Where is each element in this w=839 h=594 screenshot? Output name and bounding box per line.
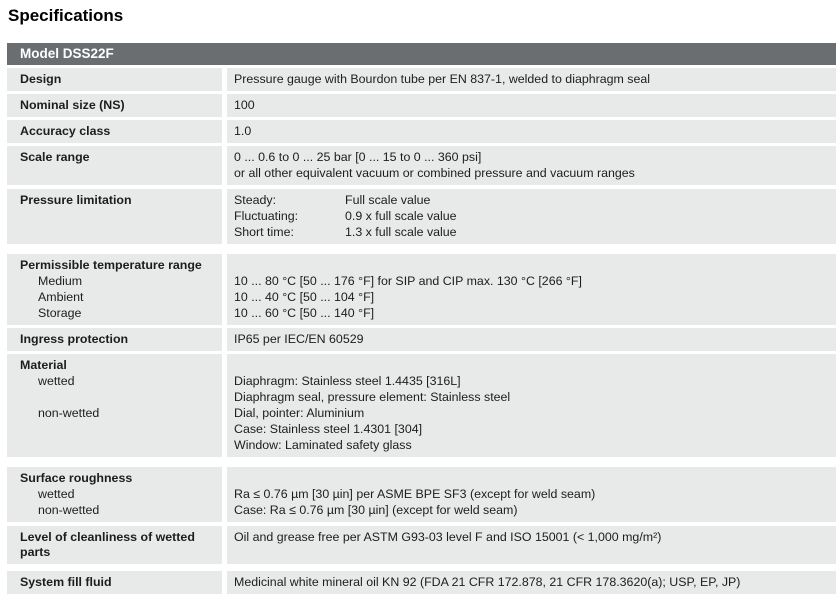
value-line: Dial, pointer: Aluminium	[234, 406, 365, 420]
kv-value-steady: Full scale value	[345, 193, 431, 207]
table-row-temperature-range	[7, 254, 836, 325]
sub-label-non-wetted: non-wetted	[38, 503, 100, 517]
value-line: or all other equivalent vacuum or combined pressure and vacuum ranges	[234, 166, 635, 180]
row-value-accuracy-class: 1.0	[227, 120, 836, 143]
sub-label-non-wetted: non-wetted	[38, 406, 100, 420]
row-value-temperature-range	[227, 254, 836, 325]
row-label-heading: Material	[20, 358, 67, 372]
kv-key-short-time: Short time:	[234, 225, 294, 239]
table-row-nominal-size	[7, 94, 836, 117]
sub-label-storage: Storage	[38, 306, 82, 320]
row-label-accuracy-class: Accuracy class	[7, 120, 222, 143]
sub-label-medium: Medium	[38, 274, 83, 288]
sub-label-wetted: wetted	[38, 487, 75, 501]
row-value-ingress-protection: IP65 per IEC/EN 60529	[227, 328, 836, 351]
row-label-system-fill-fluid: System fill fluid	[7, 571, 222, 594]
spacer-line	[234, 470, 828, 486]
row-label-pressure-limitation: Pressure limitation	[7, 189, 222, 244]
sub-label-wetted: wetted	[38, 374, 75, 388]
row-label-temperature-range	[7, 254, 222, 325]
row-value-material	[227, 354, 836, 457]
kv-value-short-time: 1.3 x full scale value	[345, 225, 457, 239]
row-value-design: Pressure gauge with Bourdon tube per EN 837-1, welded to diaphragm seal	[227, 68, 836, 91]
row-label-material	[7, 354, 222, 457]
spacer-line	[234, 357, 828, 373]
spacer-line	[20, 389, 214, 405]
value-line-ambient: 10 ... 40 °C [50 ... 104 °F]	[234, 290, 375, 304]
value-line: Diaphragm seal, pressure element: Stainless steel	[234, 390, 511, 404]
page-title: Specifications	[8, 6, 124, 25]
table-row-cleanliness	[7, 526, 836, 564]
specifications-table	[7, 43, 836, 594]
spacer-line	[234, 257, 828, 273]
table-row-material	[7, 354, 836, 457]
value-line-medium: 10 ... 80 °C [50 ... 176 °F] for SIP and CIP max. 130 °C [266 °F]	[234, 274, 582, 288]
row-label-heading: Surface roughness	[20, 471, 133, 485]
row-label-scale-range: Scale range	[7, 146, 222, 185]
row-label-ingress-protection: Ingress protection	[7, 328, 222, 351]
kv-key-steady: Steady:	[234, 193, 277, 207]
kv-value-fluctuating: 0.9 x full scale value	[345, 209, 457, 223]
table-header-model: Model DSS22F	[7, 43, 836, 65]
value-line	[234, 224, 828, 240]
table-row-accuracy-class	[7, 120, 836, 143]
row-label-surface-roughness	[7, 467, 222, 522]
sub-label-ambient: Ambient	[38, 290, 84, 304]
value-line: Case: Ra ≤ 0.76 µm [30 µin] (except for weld seam)	[234, 503, 518, 517]
value-line	[234, 192, 828, 208]
row-label-heading: Permissible temperature range	[20, 258, 202, 272]
row-value-nominal-size: 100	[227, 94, 836, 117]
row-label-cleanliness: Level of cleanliness of wetted parts	[7, 526, 222, 564]
table-row-ingress-protection	[7, 328, 836, 351]
row-value-system-fill-fluid: Medicinal white mineral oil KN 92 (FDA 21 CFR 172.878, 21 CFR 178.3620(a); USP, EP, JP)	[227, 571, 836, 594]
value-line: Case: Stainless steel 1.4301 [304]	[234, 422, 423, 436]
value-line-storage: 10 ... 60 °C [50 ... 140 °F]	[234, 306, 375, 320]
row-value-scale-range	[227, 146, 836, 185]
kv-key-fluctuating: Fluctuating:	[234, 209, 299, 223]
table-row-design	[7, 68, 836, 91]
value-line: Ra ≤ 0.76 µm [30 µin] per ASME BPE SF3 (except for weld seam)	[234, 487, 596, 501]
row-value-cleanliness: Oil and grease free per ASTM G93-03 level F and ISO 15001 (< 1,000 mg/m²)	[227, 526, 836, 564]
table-row-pressure-limitation	[7, 189, 836, 244]
value-line	[234, 208, 828, 224]
value-line: Window: Laminated safety glass	[234, 438, 412, 452]
table-row-surface-roughness	[7, 467, 836, 522]
row-label-design: Design	[7, 68, 222, 91]
row-value-pressure-limitation	[227, 189, 836, 244]
table-row-scale-range	[7, 146, 836, 185]
value-line: 0 ... 0.6 to 0 ... 25 bar [0 ... 15 to 0 ... 360 psi]	[234, 150, 482, 164]
row-label-nominal-size: Nominal size (NS)	[7, 94, 222, 117]
row-value-surface-roughness	[227, 467, 836, 522]
value-line: Diaphragm: Stainless steel 1.4435 [316L]	[234, 374, 461, 388]
